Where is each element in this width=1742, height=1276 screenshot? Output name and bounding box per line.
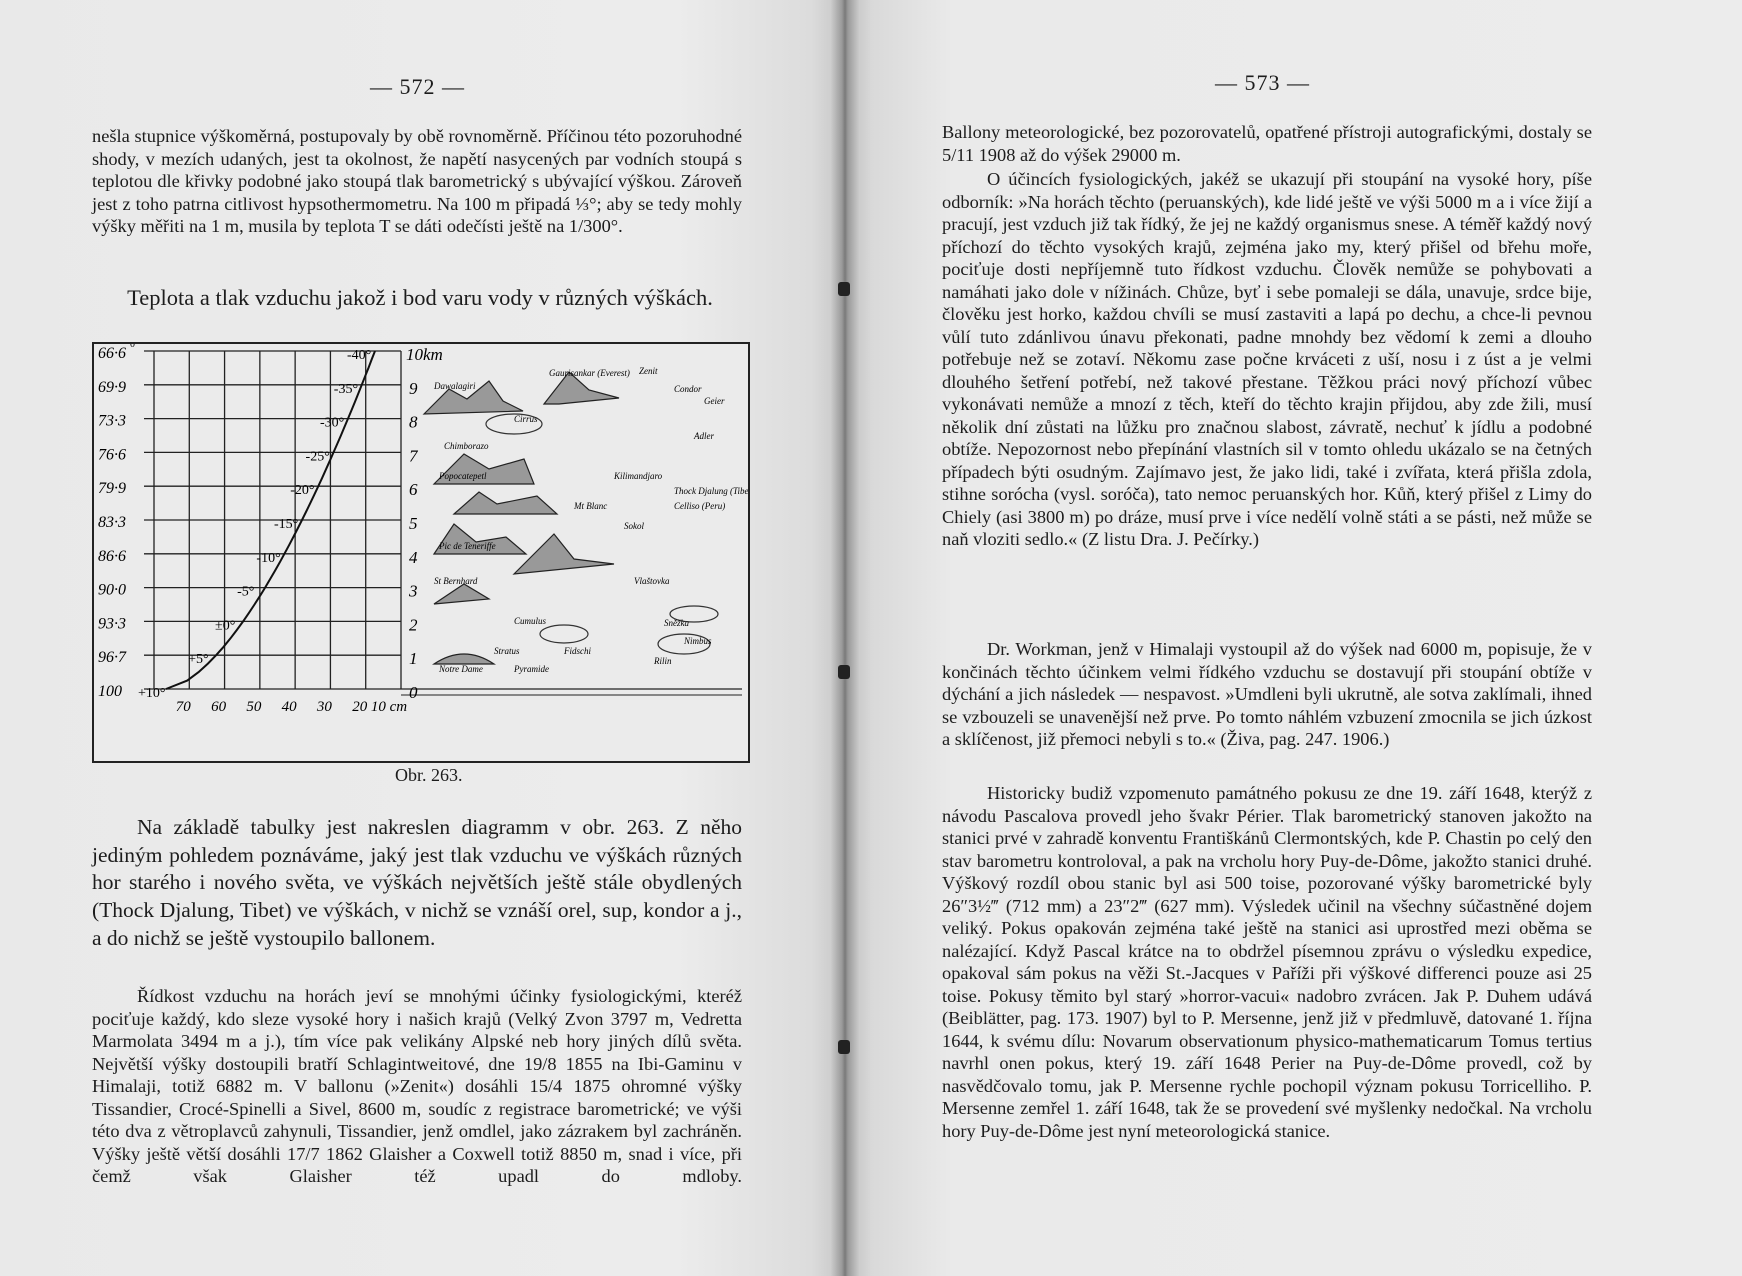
illustration-label: Nimbus [684, 636, 712, 646]
illustration-label: Fidschi [564, 646, 591, 656]
left-page [0, 0, 845, 1276]
bottom-axis-label: 60 [211, 699, 227, 715]
right-axis-label: 8 [409, 412, 418, 432]
illustration-label: Gaurisankar (Everest) [549, 368, 630, 378]
temperature-label: -40° [347, 348, 372, 363]
mountain-shape [514, 534, 614, 574]
right-axis-label: 10km [406, 345, 443, 364]
right-axis-label: 7 [409, 446, 418, 466]
illustration-label: Sokol [624, 521, 644, 531]
right-axis-label: 6 [409, 480, 418, 500]
right-axis-label: 2 [409, 615, 418, 635]
illustration-label: Kilimandjaro [614, 471, 663, 481]
body-paragraph-2 [92, 985, 742, 1188]
temperature-label: -10° [256, 550, 281, 566]
bottom-axis-label: 10 cm [370, 699, 408, 715]
illustration-label: Notre Dame [439, 664, 483, 674]
paragraph-3-text: Dr. Workman, jenž v Himalaji vystoupil až do výšek nad 6000 m, popisuje, že v končinách těchto účinkem velmi řídkého vzduchu se dostavují při stoupání obtíže v dýchání a jich následek — nespavost. »Umdleni byli ukrutně, ale sotva zaklímali, ihned se vzbouzeli se unavenější než prve. Po tomto náhlém vzbuzení zmocnila se jich úzkost a sklíčenost, již přemoci nebyli s to.« (Živa, pag. 247. 1906.) [942, 639, 1592, 749]
illustration-label: St Bernhard [434, 576, 478, 586]
intro-paragraph [92, 125, 742, 238]
mountain-shape [454, 492, 557, 514]
left-axis-label: 96·7 [98, 649, 126, 667]
paragraph-2-text: O účincích fysiologických, jakéž se ukazují při stoupání na vysoké hory, píše odborník: »Na horách těchto (peruanských), kde lidé ještě ve výši 5000 m a i více žijí a pracují, jest vzduch již tak řídký, že jej ne každý organismus snese. A téměř každý nový příchozí do těchto vysokých krajů, zejména jako my, který přišel od břehu moře, pociťuje dosti nepříjemně tuto řídkost vzduchu. Člověk nemůže se pohybovati a namáhati jako dole v nížinách. Chůze, byť i sebe pomaleji se dála, unavuje, srdce bije, člověku jest horko, každou chvíli se musí zastaviti a lapá po dechu, a chce-li pevnou vůlí tuto zdánlivou únavu překonati, padne mnohdy bez vědomí k zemi a dlouho potřebuje než se zotaví. Někomu zase počne krváceti z uší, nosu i z úst a je velmi dlouhého šetření potřebí, než takové přestane. Těžkou práci nový příchozí vůbec vykonávati nemůže a mnozí z těch, kteří do těchto krajin přijdou, aby zde žili, musí několik dní zůstati na lůžku pro značnou slabost, závratě, nechuť k jídlu a podobné obtíže. Nepozornost nebo přepínání vlastních sil v tomto ohledu ukázalo se na četných případech býti osudným. Zajímavo jest, že jako lidi, také i zvířata, která přišla zdola, stihne sorócha (vysl. soróča), tato nemoc peruanských hor. Kůň, který přišel z Limy do Chiely (asi 3800 m) po dráze, musí prve i více nedělí volně státi a se pásti, než může se naň vloziti sedlo.« (Z listu Dra. J. Pečírky.) [942, 169, 1592, 549]
illustration-label: Vlaštovka [634, 576, 670, 586]
bottom-axis-label: 30 [316, 699, 332, 715]
mountain-illustration [424, 366, 748, 674]
illustration-label: Adler [694, 431, 714, 441]
illustration-label: Cirrus [514, 414, 538, 424]
binding-stitch [838, 1040, 850, 1054]
illustration-label: Rilin [654, 656, 672, 666]
paragraph-1 [942, 121, 1592, 166]
illustration-label: Cumulus [514, 616, 547, 626]
illustration-label: Celliso (Peru) [674, 501, 726, 511]
right-axis-label: 9 [409, 378, 418, 398]
left-axis-label: 66·6 [98, 345, 126, 362]
temperature-label: -15° [273, 517, 299, 532]
mountain-shape [434, 584, 489, 604]
body-paragraph-2-text: Řídkost vzduchu na horách jeví se mnohými účinky fysiologickými, kteréž pociťuje každý, kdo sleze vysoké hory i našich krajů (Velký Zvon 3797 m, Vedretta Marmolata 3494 m a j.), tím více pak velikány Alpské neb hory jiných dílů světa. Největší výšky dostoupili bratří Schlagintweitové, dne 19/8 1855 na Ibi-Gaminu v Himalaji, totiž 6882 m. V ballonu (»Zenit«) dosáhli 15/4 1875 ohromné výšky Tissandier, Crocé-Spinelli a Sivel, 8600 m, soudíc z registrace barometrické; ve výši této dva z větroplavců zahynuli, Tissandier, jenž omdlel, jako zázrakem byl zachráněn. Výšky ještě větší dosáhli 17/7 1862 Glaisher a Coxwell totiž 8850 m, snad i více, při čemž však Glaisher též upadl do mdloby. [92, 986, 742, 1186]
illustration-label: Pic de Teneriffe [439, 541, 496, 551]
illustration-label: Popocatepetl [439, 471, 487, 481]
right-axis-label: 1 [409, 649, 418, 669]
temperature-label: -35° [333, 381, 359, 397]
illustration-label: Geier [704, 396, 725, 406]
left-axis-label: 83·3 [98, 514, 126, 531]
temperature-label: +10° [138, 686, 166, 701]
illustration-label: Sněžka [664, 618, 689, 628]
temperature-label: ±0° [215, 618, 236, 634]
book-gutter [830, 0, 860, 1276]
temperature-label: -30° [319, 415, 345, 431]
illustration-label: Condor [674, 384, 702, 394]
bottom-axis-label: 70 [175, 699, 191, 715]
diagram-svg [94, 344, 748, 761]
right-axis-label: 0 [409, 683, 418, 702]
diagram-labels [98, 344, 443, 715]
mountain-shape [434, 654, 494, 664]
illustration-label: Stratus [494, 646, 520, 656]
illustration-label: Dawalagiri [434, 381, 476, 391]
section-title: Teplota a tlak vzduchu jakož i bod varu vody v různých výškách. [127, 285, 713, 310]
bottom-axis-label: 40 [281, 699, 297, 715]
page-number: — 572 — [370, 74, 465, 99]
paragraph-4-text: Historicky budiž vzpomenuto památného pokusu ze dne 19. září 1648, kterýž z návodu Pascalova provedl jeho švakr Périer. Tlak barometrický stanoven jakožto na stanici prvé v zahradě konventu Františkánů Clermontských, kde P. Chastin po celý den stav barometru kontroloval, a pak na vrcholu hory Puy-de-Dôme, jakožto stanici druhé. Výškový rozdíl obou stanic byl asi 500 toise, pozorované výšky barometrické byly 26″3½‴ (712 mm) a 23″2‴ (627 mm). Výsledek učinil na všechny súčastněné dojem veliký. Pokus opakován zejména také ještě na stanici asi uprostřed mezi oběma se nalézající. Když Pascal krátce na to obdržel písemnou zprávu o výsledku expedice, opakoval sám pokus na věži St.-Jacques v Paříži při výškové differenci pouze asi 25 toise. Pokusy těmito byl starý »horror-vacui« nadobro zvrácen. Jak P. Duhem udává (Beiblätter, pag. 173. 1907) byl to P. Mersenne, jenž již v předmluvě, datované 1. října 1644, k svému dílu: Novarum observationum physico-mathematicarum Tomus tertius navrhl onen pokus, který 19. září 1648 Perier na Puy-de-Dôme provedl, což by nasvědčovalo tomu, jak P. Mersenne rychle pochopil význam pokusu Torricelliho. P. Mersenne zemřel 1. září 1648, tak že se provedení své myšlenky nedočkal. Na vrcholu hory Puy-de-Dôme jest nyní meteorologická stanice. [942, 783, 1592, 1141]
figure-diagram [92, 342, 750, 763]
right-page [845, 0, 1742, 1276]
illustration-label: Chimborazo [444, 441, 489, 451]
left-axis-label: 79·9 [98, 480, 126, 498]
temperature-label: -25° [305, 449, 330, 465]
illustration-label: Pyramide [514, 664, 549, 674]
right-axis-label: 4 [409, 547, 418, 567]
bottom-axis-label: 50 [246, 699, 262, 715]
temperature-label: -5° [237, 584, 255, 600]
bottom-axis-label: 20 [352, 699, 368, 715]
right-axis-label: 3 [409, 581, 418, 601]
illustration-label: Zenit [639, 366, 658, 376]
body-paragraph-1-text: Na základě tabulky jest nakreslen diagramm v obr. 263. Z něho jediným pohledem poznáváme, jaký jest tlak vzduchu ve výškách různých hor starého i nového světa, ve výškách největších ještě stále obydlených (Thock Djalung, Tibet) ve výškách, v nichž se vznáší orel, sup, kondor a j., a do nichž se ještě vystoupilo ballonem. [92, 815, 742, 950]
left-axis-label: 86·6 [98, 547, 126, 565]
intro-paragraph-text: nešla stupnice výškoměrná, postupovaly by obě rovnoměrně. Příčinou této pozoruhodné shody, v mezích udaných, jest ta okolnost, že napětí nasycených par vodních stoupá s teplotou dle křivky podobné jako stoupá tlak barometrický s ubývající výškou. Zároveň jest z toho patrna citlivost hypsothermometru. Na 100 m připadá ⅓°; aby se tedy mohly výšky měřiti na 1 m, musila by teplota T se dáti odečísti ještě na 1/300°. [92, 126, 742, 236]
left-axis-label: 93·3 [98, 615, 126, 633]
paragraph-2 [942, 168, 1592, 551]
left-axis-label: 69·9 [98, 378, 126, 396]
illustration-label: Thock Djalung (Tibet) [674, 486, 748, 496]
left-axis-label: 76·6 [98, 446, 126, 464]
illustration-label: Mt Blanc [574, 501, 608, 511]
binding-stitch [838, 665, 850, 679]
left-axis-superscript: 0 [130, 344, 135, 350]
left-axis-label: 73·3 [98, 412, 126, 430]
paragraph-1-text: Ballony meteorologické, bez pozorovatelů, opatřené přístroji autografickými, dostaly se 5/11 1908 až do výšek 29000 m. [942, 122, 1592, 165]
temperature-label: +5° [188, 652, 209, 668]
temperature-label: -20° [290, 483, 315, 499]
binding-stitch [838, 282, 850, 296]
paragraph-3 [942, 638, 1592, 751]
cloud-shape [540, 625, 588, 643]
left-axis-label: 100 [98, 683, 122, 700]
page-number: — 573 — [1215, 70, 1310, 95]
figure-caption: Obr. 263. [395, 765, 463, 785]
body-paragraph-1 [92, 814, 742, 953]
right-axis-label: 5 [409, 514, 418, 533]
paragraph-4 [942, 782, 1592, 1142]
left-axis-label: 90·0 [98, 581, 126, 599]
